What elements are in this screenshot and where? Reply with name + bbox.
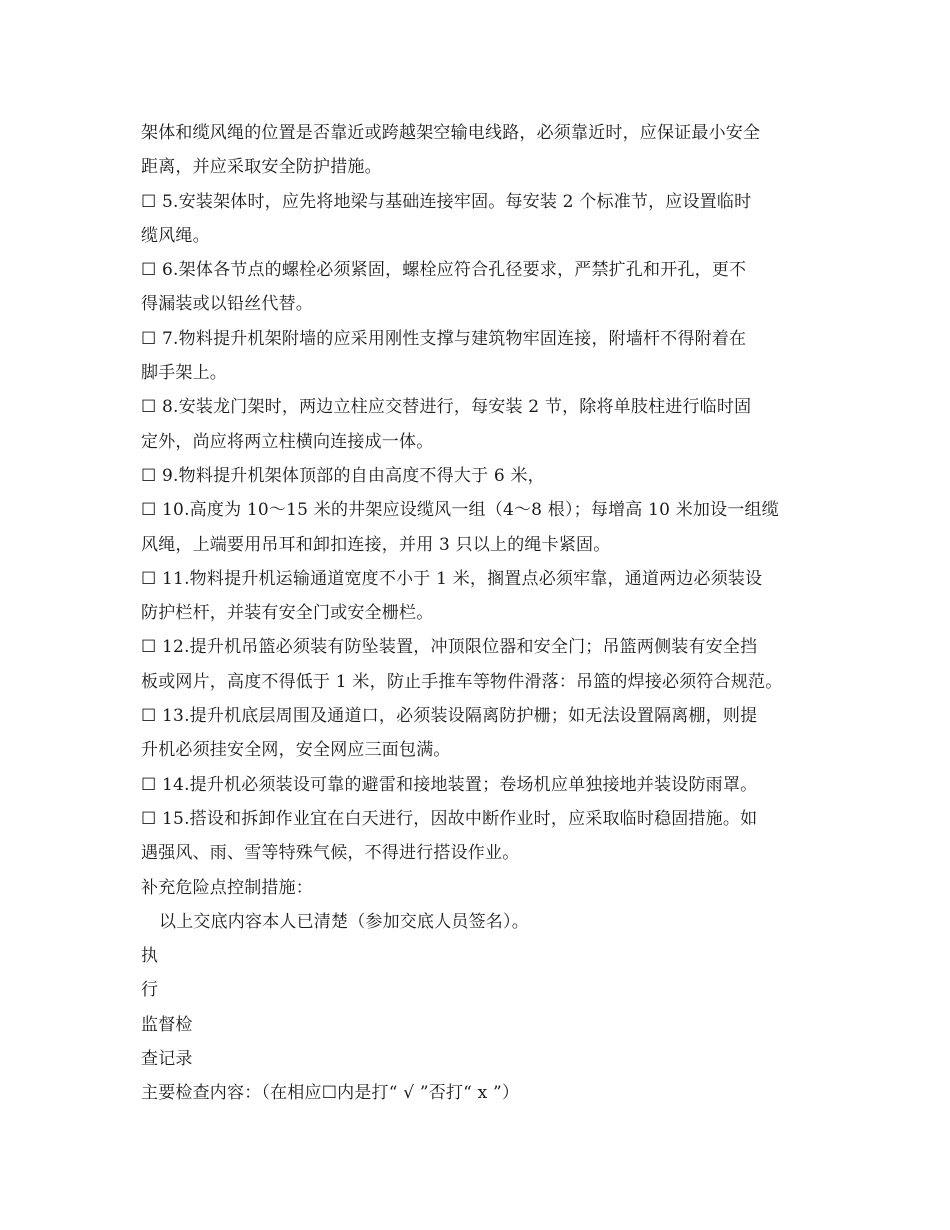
text-line: 脚手架上。 [141,363,227,384]
checklist-item-13[interactable]: ☐ 13.提升机底层周围及通道口，必须装设隔离防护栅；如无法设置隔离棚，则提 [141,706,758,727]
text-line: 板或网片，高度不得低于 1 米，防止手推车等物件滑落：吊篮的焊接必须符合规范。 [141,671,783,692]
text-line: 架体和缆风绳的位置是否靠近或跨越架空输电线路，必须靠近时，应保证最小安全 [141,123,761,143]
text-line: 遇强风、雨、雪等特殊气候，不得进行搭设作业。 [141,843,520,864]
text-line: 距离，并应采取安全防护措施。 [141,157,382,178]
checklist-item-8[interactable]: ☐ 8.安装龙门架时，两边立柱应交替进行，每安装 2 节，除将单肢柱进行临时固 [141,397,752,418]
supervision-label: 监督检 [141,1014,193,1035]
text-line: 得漏装或以铅丝代替。 [141,294,313,315]
checklist-item-7[interactable]: ☐ 7.物料提升机架附墙的应采用刚性支撑与建筑物牢固连接，附墙杆不得附着在 [141,328,747,349]
execution-label: 行 [141,980,159,1001]
checklist-item-14[interactable]: ☐ 14.提升机必须装设可靠的避雷和接地装置；卷场机应单独接地并装设防雨罩。 [141,774,758,795]
checklist-item-12[interactable]: ☐ 12.提升机吊篮必须装有防坠装置，冲顶限位器和安全门；吊篮两侧装有安全挡 [141,637,758,658]
text-line: 风绳，上端要用吊耳和卸扣连接，并用 3 只以上的绳卡紧固。 [141,534,611,555]
execution-label: 执 [141,946,159,967]
checklist-item-15[interactable]: ☐ 15.搭设和拆卸作业宜在白天进行，因故中断作业时，应采取临时稳固措施。如 [141,808,758,829]
checklist-item-9[interactable]: ☐ 9.物料提升机架体顶部的自由高度不得大于 6 米， [141,465,545,486]
supplementary-measures-heading: 补充危险点控制措施： [141,877,313,898]
inspection-content-heading: 主要检查内容：（在相应☐内是打“ √ ”否打“ x ”） [141,1083,520,1104]
checklist-item-5[interactable]: ☐ 5.安装架体时，应先将地梁与基础连接牢固。每安装 2 个标准节，应设置临时 [141,191,752,212]
checklist-item-6[interactable]: ☐ 6.架体各节点的螺栓必须紧固，螺栓应符合孔径要求，严禁扩孔和开孔，更不 [141,260,747,281]
text-line: 定外，尚应将两立柱横向连接成一体。 [141,431,434,452]
text-line: 防护栏杆，并装有安全门或安全栅栏。 [141,603,434,624]
supervision-label: 查记录 [141,1049,193,1070]
text-line: 缆风绳。 [141,225,210,246]
checklist-item-10[interactable]: ☐ 10.高度为 10～15 米的井架应设缆风一组（4～8 根）；每增高 10 米加设一组缆 [141,500,779,521]
signature-statement: 以上交底内容本人已清楚（参加交底人员签名）。 [159,911,529,932]
text-line: 升机必须挂安全网，安全网应三面包满。 [141,740,451,761]
checklist-item-11[interactable]: ☐ 11.物料提升机运输通道宽度不小于 1 米，搁置点必须牢靠，通道两边必须装设 [141,568,763,589]
document-body [141,116,831,1111]
